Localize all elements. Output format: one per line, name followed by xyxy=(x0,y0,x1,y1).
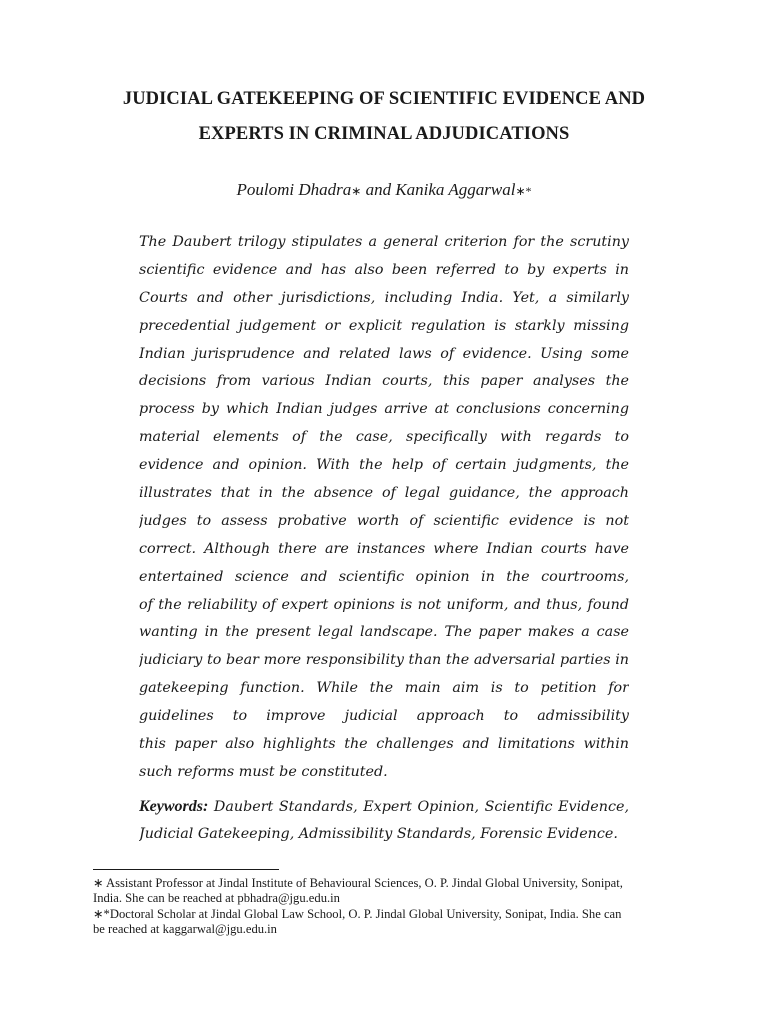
footnotes xyxy=(93,876,683,937)
abstract-line: material elements of the case, specifically with regards to xyxy=(139,429,629,446)
abstract xyxy=(139,229,629,787)
abstract-line: Indian jurisprudence and related laws of evidence. Using some xyxy=(139,345,629,362)
author-2-footnote-mark: ∗* xyxy=(515,184,532,198)
abstract-line: precedential judgement or explicit regulation is starkly missing xyxy=(139,317,629,334)
abstract-line: judges to assess probative worth of scientific evidence is not xyxy=(139,512,629,529)
abstract-line: this paper also highlights the challenges and limitations within xyxy=(139,736,629,753)
author-1-name: Poulomi Dhadra xyxy=(236,180,352,199)
abstract-line: process by which Indian judges arrive at conclusions concerning xyxy=(139,401,629,418)
author-2-name: Kanika Aggarwal xyxy=(395,180,516,199)
footnote-line: ∗ Assistant Professor at Jindal Institute of Behavioural Sciences, O. P. Jindal Global University, Sonipat, xyxy=(93,876,623,890)
footnote-line: be reached at kaggarwal@jgu.edu.in xyxy=(93,921,277,936)
abstract-line: correct. Although there are instances where Indian courts have xyxy=(139,540,629,557)
abstract-line: gatekeeping function. While the main aim is to petition for xyxy=(139,680,629,697)
author-joiner: and xyxy=(361,180,396,199)
abstract-line: of the reliability of expert opinions is not uniform, and thus, found xyxy=(139,596,629,613)
footnote-line: India. She can be reached at pbhadra@jgu.edu.in xyxy=(93,891,340,906)
keywords-line-2: Judicial Gatekeeping, Admissibility Standards, Forensic Evidence. xyxy=(139,825,618,842)
abstract-line: such reforms must be constituted. xyxy=(139,763,388,780)
paper-title-line-1: JUDICIAL GATEKEEPING OF SCIENTIFIC EVIDENCE AND xyxy=(122,89,646,109)
keywords xyxy=(139,793,629,849)
footnote-line: ∗*Doctoral Scholar at Jindal Global Law School, O. P. Jindal Global University, Sonipat, India. She can xyxy=(93,906,622,921)
abstract-line: wanting in the present legal landscape. The paper makes a case xyxy=(139,624,629,641)
paper-title-line-2: EXPERTS IN CRIMINAL ADJUDICATIONS xyxy=(198,124,570,144)
author-1-footnote-mark: ∗ xyxy=(351,184,362,198)
keywords-line-1 xyxy=(139,793,629,821)
abstract-line: entertained science and scientific opinion in the courtrooms, xyxy=(139,568,629,585)
abstract-line: illustrates that in the absence of legal guidance, the approach xyxy=(139,485,629,502)
abstract-line: evidence and opinion. With the help of certain judgments, the xyxy=(139,457,629,474)
keywords-text-1: Daubert Standards, Expert Opinion, Scientific Evidence, xyxy=(208,799,629,815)
abstract-line: decisions from various Indian courts, this paper analyses the xyxy=(139,373,629,390)
abstract-line: guidelines to improve judicial approach to admissibility xyxy=(139,708,629,725)
keywords-label: Keywords: xyxy=(139,798,209,815)
abstract-line: judiciary to bear more responsibility than the adversarial parties in xyxy=(139,652,629,669)
abstract-line: scientific evidence and has also been referred to by experts in xyxy=(139,261,629,278)
footnote-separator xyxy=(93,869,279,870)
author-line xyxy=(90,180,678,200)
abstract-line: The Daubert trilogy stipulates a general criterion for the scrutiny xyxy=(139,234,629,250)
abstract-line: Courts and other jurisdictions, including India. Yet, a similarly xyxy=(139,289,629,306)
